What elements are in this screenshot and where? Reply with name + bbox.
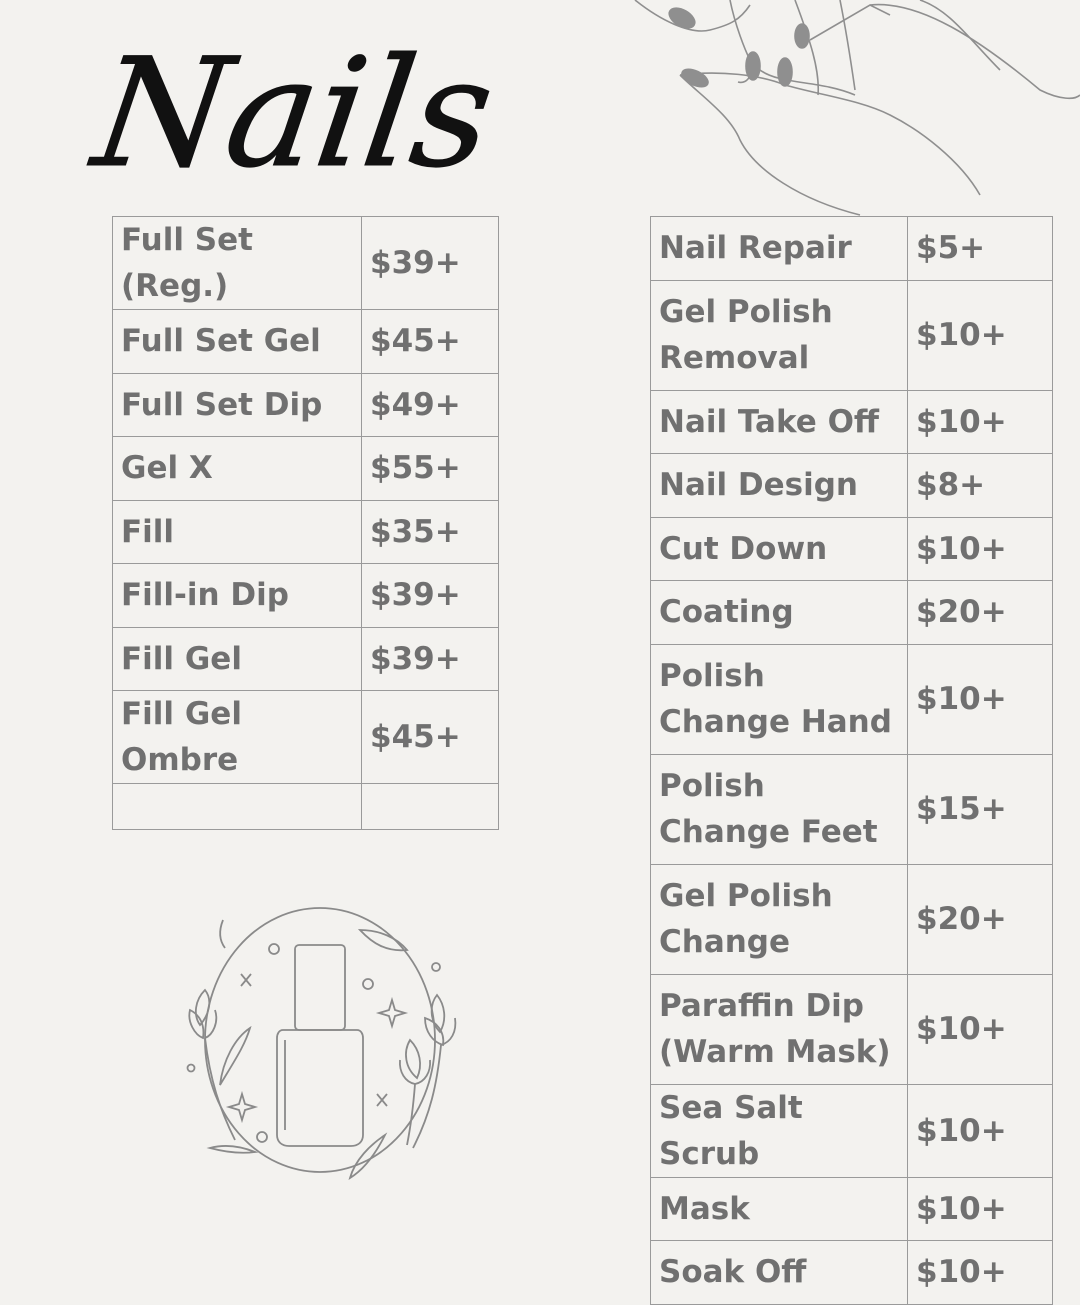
service-price: $5+ [908,217,1053,281]
table-row [651,454,1053,518]
table-row [651,644,1053,754]
service-name: Full Set (Reg.) [113,217,362,310]
service-name: Full Set Gel [113,310,362,374]
service-price: $39+ [362,627,499,691]
empty-table-row [113,784,499,830]
service-price: $10+ [908,644,1053,754]
table-row [651,864,1053,974]
nail-polish-bottle-icon [175,900,465,1195]
service-name: Fill Gel Ombre [113,691,362,784]
service-price: $55+ [362,437,499,501]
service-price: $10+ [908,517,1053,581]
table-row [651,280,1053,390]
table-row [651,754,1053,864]
table-row [651,1241,1053,1305]
table-row [113,437,499,501]
service-name: Fill Gel [113,627,362,691]
service-name: Fill-in Dip [113,564,362,628]
table-row [113,217,499,310]
service-name: Full Set Dip [113,373,362,437]
table-row [113,691,499,784]
table-row [113,500,499,564]
left-price-table [112,216,499,830]
service-price: $10+ [908,1241,1053,1305]
service-price: $10+ [908,390,1053,454]
service-name: Polish Change Feet [651,754,908,864]
service-name: Coating [651,581,908,645]
service-name: Sea Salt Scrub [651,1084,908,1177]
service-name: Soak Off [651,1241,908,1305]
table-row [113,373,499,437]
right-price-table [650,216,1053,1305]
table-row [651,974,1053,1084]
service-price: $39+ [362,564,499,628]
table-row [651,1177,1053,1241]
service-price: $10+ [908,1084,1053,1177]
service-name: Polish Change Hand [651,644,908,754]
service-price: $10+ [908,280,1053,390]
service-name: Nail Take Off [651,390,908,454]
service-name: Nail Design [651,454,908,518]
empty-cell [362,784,499,830]
service-name: Mask [651,1177,908,1241]
service-price: $39+ [362,217,499,310]
service-price: $49+ [362,373,499,437]
svg-text:Nails: Nails [84,25,504,201]
table-row [113,310,499,374]
service-price: $10+ [908,1177,1053,1241]
table-row [651,1084,1053,1177]
service-name: Cut Down [651,517,908,581]
table-row [651,217,1053,281]
service-price: $8+ [908,454,1053,518]
service-price: $45+ [362,691,499,784]
service-name: Paraffin Dip (Warm Mask) [651,974,908,1084]
service-name: Fill [113,500,362,564]
service-price: $20+ [908,864,1053,974]
table-row [113,627,499,691]
service-price: $15+ [908,754,1053,864]
table-row [651,517,1053,581]
table-row [113,564,499,628]
service-name: Gel X [113,437,362,501]
table-row [651,390,1053,454]
service-price: $10+ [908,974,1053,1084]
empty-cell [113,784,362,830]
service-price: $45+ [362,310,499,374]
service-price: $35+ [362,500,499,564]
service-name: Gel Polish Removal [651,280,908,390]
hand-painting-nails-icon [620,0,1080,215]
service-price: $20+ [908,581,1053,645]
service-name: Gel Polish Change [651,864,908,974]
page-title [84,0,504,215]
service-name: Nail Repair [651,217,908,281]
table-row [651,581,1053,645]
